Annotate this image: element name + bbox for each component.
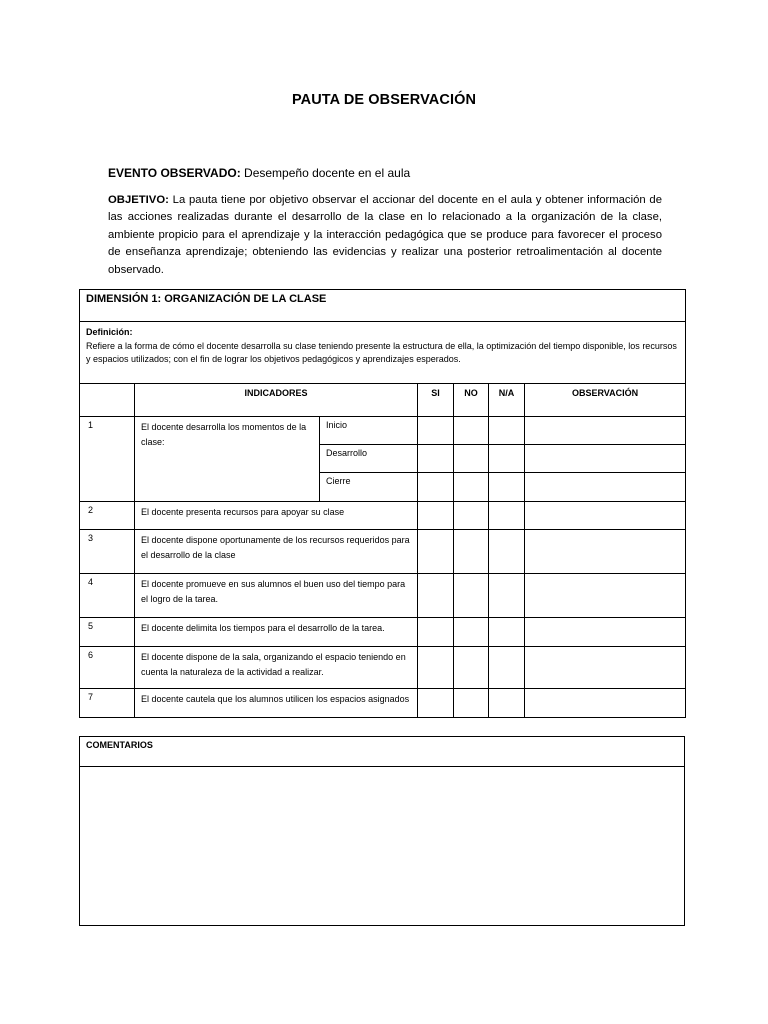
checkbox-na[interactable] [489,473,525,502]
checkbox-si[interactable] [418,689,454,718]
item-number: 6 [80,647,135,689]
header-observacion: OBSERVACIÓN [525,384,686,417]
table-header-row [80,384,686,417]
checkbox-na[interactable] [489,689,525,718]
definition-label: Definición: [86,327,133,337]
item-indicator: El docente promueve en sus alumnos el buen uso del tiempo para el logro de la tarea. [135,574,418,618]
checkbox-si[interactable] [418,530,454,574]
item-number: 5 [80,618,135,647]
definition-cell [80,322,686,384]
header-indicadores: INDICADORES [135,384,418,417]
item-number: 2 [80,502,135,530]
checkbox-si[interactable] [418,502,454,530]
checkbox-no[interactable] [454,689,489,718]
observation-field[interactable] [525,530,686,574]
objetivo-paragraph [108,192,662,279]
table-row [80,417,686,445]
checkbox-no[interactable] [454,502,489,530]
moment-inicio: Inicio [320,417,418,445]
checkbox-na[interactable] [489,530,525,574]
comentarios-label: COMENTARIOS [80,737,685,767]
header-si: SI [418,384,454,417]
item-number: 4 [80,574,135,618]
observation-field[interactable] [525,473,686,502]
header-number [80,384,135,417]
moment-cierre: Cierre [320,473,418,502]
table-row [80,502,686,530]
checkbox-no[interactable] [454,445,489,473]
evento-value: Desempeño docente en el aula [244,166,411,180]
table-row [80,647,686,689]
item-indicator: El docente dispone de la sala, organizando el espacio teniendo en cuenta la naturaleza de la actividad a realizar. [135,647,418,689]
checkbox-na[interactable] [489,618,525,647]
evento-observado [108,166,410,180]
table-row [80,689,686,718]
item-indicator-text: El docente desarrolla los momentos de la clase: [141,422,307,447]
observation-table [79,289,686,718]
observation-field[interactable] [525,417,686,445]
item-indicator: El docente presenta recursos para apoyar su clase [135,502,418,530]
observation-field[interactable] [525,647,686,689]
item-indicator: El docente delimita los tiempos para el desarrollo de la tarea. [135,618,418,647]
item-number: 3 [80,530,135,574]
table-row [80,530,686,574]
checkbox-no[interactable] [454,574,489,618]
checkbox-na[interactable] [489,445,525,473]
table-row [80,618,686,647]
checkbox-si[interactable] [418,445,454,473]
dimension-title: DIMENSIÓN 1: ORGANIZACIÓN DE LA CLASE [80,290,686,322]
item-number: 1 [80,417,135,502]
checkbox-no[interactable] [454,647,489,689]
evento-label: EVENTO OBSERVADO: [108,166,241,180]
comentarios-table [79,736,685,926]
checkbox-na[interactable] [489,502,525,530]
definition-text: Refiere a la forma de cómo el docente desarrolla su clase teniendo presente la estructura de ella, la optimización del tiempo disponible, los recursos y espacios utilizados; con el fin de lograr los objetivos pedagógicos y aprendizajes esperados. [86,340,677,364]
checkbox-si[interactable] [418,574,454,618]
objetivo-text: La pauta tiene por objetivo observar el accionar del docente en el aula y obtener información de las acciones realizadas durante el desarrollo de la clase en lo relacionado a la organización de la clase, ambiente propicio para el aprendizaje y la interacción pedagógica que se produce para favorecer el proceso de enseñanza aprendizaje; obteniendo las evidencias y realizar una posterior retroalimentación al docente observado. [108,194,662,276]
checkbox-si[interactable] [418,618,454,647]
item-indicator: El docente cautela que los alumnos utilicen los espacios asignados [135,689,418,718]
objetivo-label: OBJETIVO: [108,194,169,206]
observation-field[interactable] [525,574,686,618]
item-indicator [135,417,320,502]
checkbox-na[interactable] [489,417,525,445]
checkbox-na[interactable] [489,574,525,618]
comentarios-field[interactable] [80,767,685,926]
header-no: NO [454,384,489,417]
checkbox-no[interactable] [454,530,489,574]
checkbox-na[interactable] [489,647,525,689]
observation-field[interactable] [525,445,686,473]
checkbox-si[interactable] [418,647,454,689]
header-na: N/A [489,384,525,417]
checkbox-no[interactable] [454,618,489,647]
checkbox-no[interactable] [454,417,489,445]
moment-desarrollo: Desarrollo [320,445,418,473]
observation-field[interactable] [525,689,686,718]
checkbox-si[interactable] [418,417,454,445]
checkbox-no[interactable] [454,473,489,502]
observation-field[interactable] [525,618,686,647]
item-number: 7 [80,689,135,718]
observation-field[interactable] [525,502,686,530]
page-title: PAUTA DE OBSERVACIÓN [291,92,477,108]
checkbox-si[interactable] [418,473,454,502]
table-row [80,574,686,618]
item-indicator: El docente dispone oportunamente de los recursos requeridos para el desarrollo de la clase [135,530,418,574]
